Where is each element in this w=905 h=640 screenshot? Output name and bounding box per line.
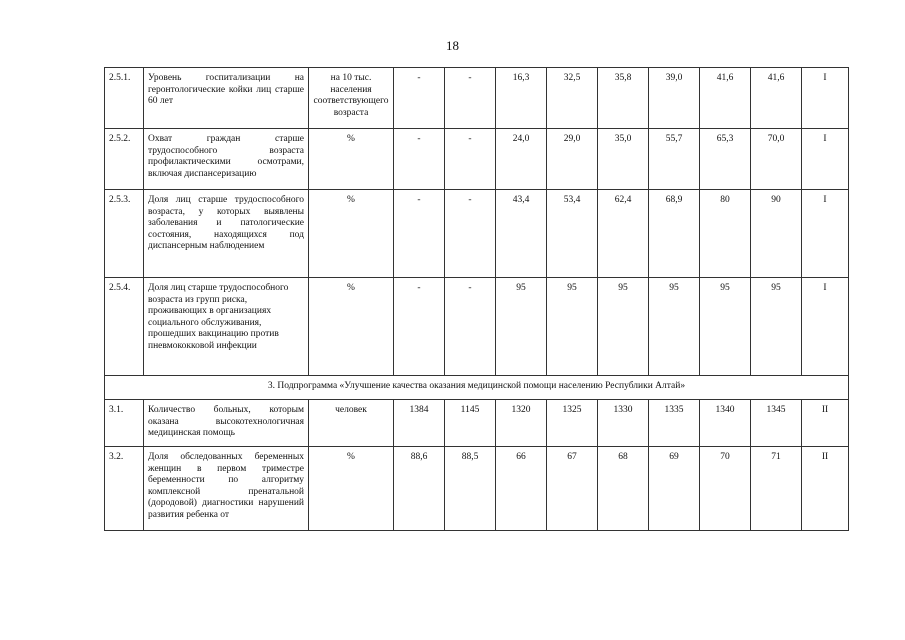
- value-cell: 71: [751, 447, 802, 531]
- indicator-name: Доля лиц старше трудоспособного возраста, у которых выявлены заболевания и патологические состояния, находящихся под диспансерным наблюдением: [144, 190, 309, 278]
- value-cell: 70,0: [751, 129, 802, 190]
- section-row: [105, 376, 849, 400]
- value-cell: 29,0: [547, 129, 598, 190]
- section-title: 3. Подпрограмма «Улучшение качества оказания медицинской помощи населению Республики Алтай»: [105, 376, 849, 400]
- indicator-name: Количество больных, которым оказана высокотехнологичная медицинская помощь: [144, 400, 309, 447]
- value-cell: 1345: [751, 400, 802, 447]
- indicator-name: Доля лиц старше трудоспособного возраста из групп риска, проживающих в организациях социального обслуживания, прошедших вакцинацию против пневмококковой инфекции: [144, 278, 309, 376]
- value-cell: 95: [649, 278, 700, 376]
- value-cell: 1340: [700, 400, 751, 447]
- value-cell: 62,4: [598, 190, 649, 278]
- indicators-table: [104, 67, 849, 531]
- value-cell: 55,7: [649, 129, 700, 190]
- value-cell: 95: [496, 278, 547, 376]
- value-cell: 35,0: [598, 129, 649, 190]
- value-cell: 90: [751, 190, 802, 278]
- value-cell: 41,6: [751, 68, 802, 129]
- value-cell: -: [445, 68, 496, 129]
- value-cell: -: [445, 278, 496, 376]
- table-row: [105, 447, 849, 531]
- unit-cell: на 10 тыс. населения соответствующего возраста: [309, 68, 394, 129]
- value-cell: 88,6: [394, 447, 445, 531]
- value-cell: 1335: [649, 400, 700, 447]
- table-row: [105, 190, 849, 278]
- indicator-name: Уровень госпитализации на геронтологические койки лиц старше 60 лет: [144, 68, 309, 129]
- table-row: [105, 278, 849, 376]
- value-cell: 66: [496, 447, 547, 531]
- value-cell: -: [445, 129, 496, 190]
- value-cell: -: [394, 278, 445, 376]
- value-cell: 53,4: [547, 190, 598, 278]
- table-row: [105, 129, 849, 190]
- unit-cell: человек: [309, 400, 394, 447]
- row-number: 3.1.: [105, 400, 144, 447]
- category-cell: I: [802, 68, 849, 129]
- value-cell: 80: [700, 190, 751, 278]
- value-cell: 1384: [394, 400, 445, 447]
- value-cell: -: [394, 190, 445, 278]
- value-cell: 24,0: [496, 129, 547, 190]
- row-number: 2.5.3.: [105, 190, 144, 278]
- value-cell: 70: [700, 447, 751, 531]
- table-row: [105, 400, 849, 447]
- value-cell: 41,6: [700, 68, 751, 129]
- category-cell: I: [802, 278, 849, 376]
- value-cell: 95: [547, 278, 598, 376]
- value-cell: 16,3: [496, 68, 547, 129]
- value-cell: 1320: [496, 400, 547, 447]
- value-cell: 35,8: [598, 68, 649, 129]
- value-cell: 69: [649, 447, 700, 531]
- category-cell: II: [802, 400, 849, 447]
- value-cell: -: [445, 190, 496, 278]
- value-cell: 1325: [547, 400, 598, 447]
- value-cell: 32,5: [547, 68, 598, 129]
- value-cell: -: [394, 129, 445, 190]
- indicator-name: Доля обследованных беременных женщин в первом триместре беременности по алгоритму комплексной пренатальной (дородовой) диагностики нарушений развития ребенка от: [144, 447, 309, 531]
- unit-cell: %: [309, 129, 394, 190]
- value-cell: -: [394, 68, 445, 129]
- table-row: [105, 68, 849, 129]
- row-number: 2.5.1.: [105, 68, 144, 129]
- category-cell: I: [802, 190, 849, 278]
- value-cell: 88,5: [445, 447, 496, 531]
- value-cell: 67: [547, 447, 598, 531]
- value-cell: 39,0: [649, 68, 700, 129]
- value-cell: 68: [598, 447, 649, 531]
- page-number: 18: [446, 38, 459, 53]
- value-cell: 1330: [598, 400, 649, 447]
- row-number: 3.2.: [105, 447, 144, 531]
- row-number: 2.5.2.: [105, 129, 144, 190]
- value-cell: 65,3: [700, 129, 751, 190]
- indicator-name: Охват граждан старше трудоспособного возраста профилактическими осмотрами, включая диспансеризацию: [144, 129, 309, 190]
- value-cell: 43,4: [496, 190, 547, 278]
- unit-cell: %: [309, 190, 394, 278]
- category-cell: II: [802, 447, 849, 531]
- unit-cell: %: [309, 278, 394, 376]
- category-cell: I: [802, 129, 849, 190]
- value-cell: 68,9: [649, 190, 700, 278]
- value-cell: 95: [598, 278, 649, 376]
- value-cell: 1145: [445, 400, 496, 447]
- row-number: 2.5.4.: [105, 278, 144, 376]
- value-cell: 95: [700, 278, 751, 376]
- unit-cell: %: [309, 447, 394, 531]
- value-cell: 95: [751, 278, 802, 376]
